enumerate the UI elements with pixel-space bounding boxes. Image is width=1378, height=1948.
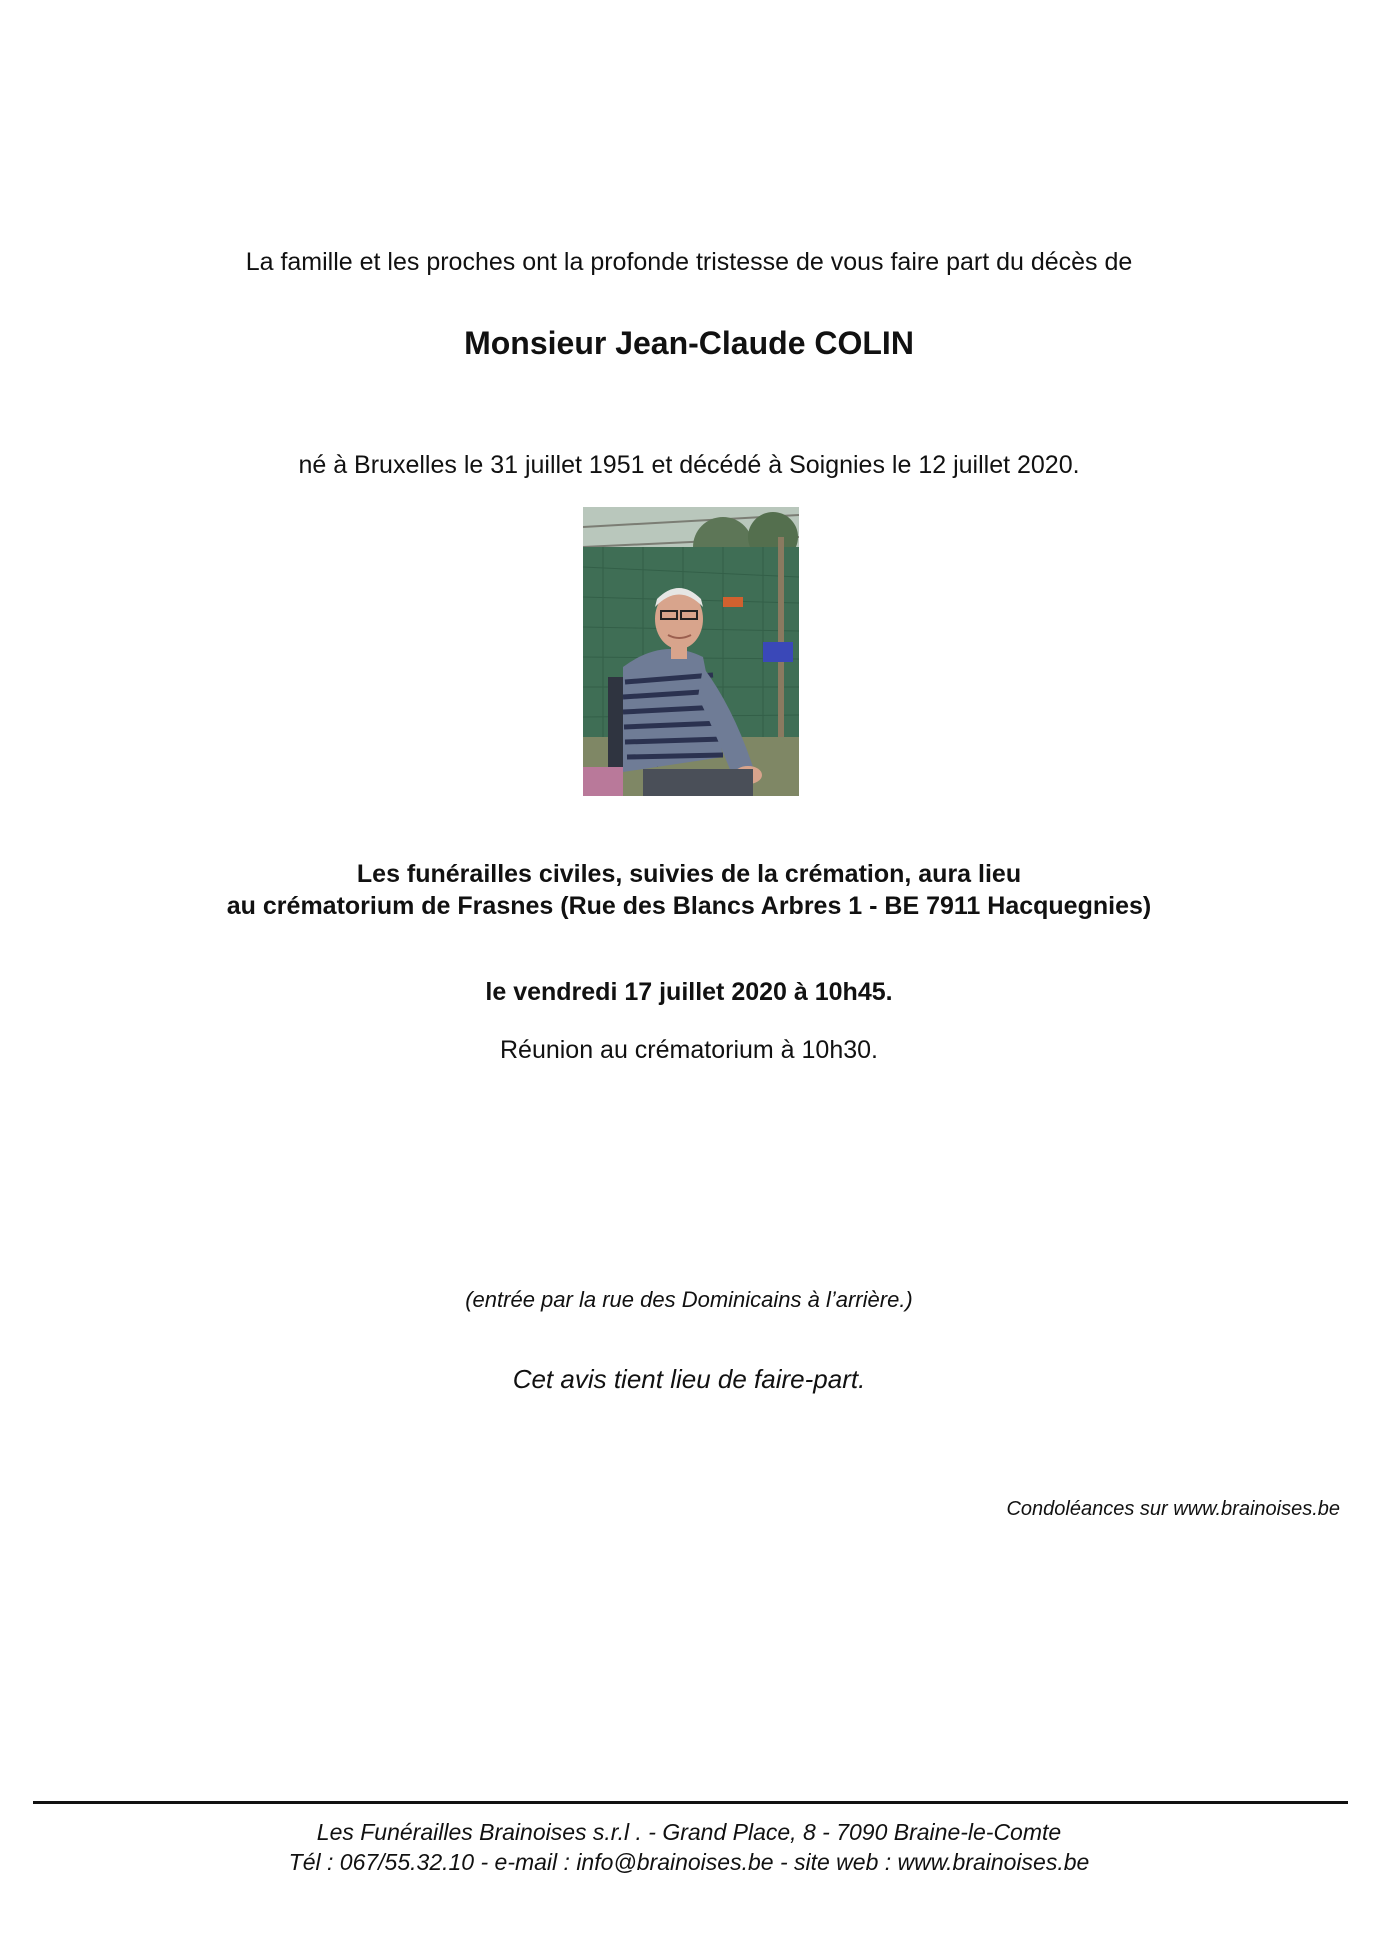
meeting-time: Réunion au crématorium à 10h30. xyxy=(499,1036,878,1064)
footer-divider xyxy=(33,1801,1348,1804)
birth-death-dates: né à Bruxelles le 31 juillet 1951 et décédé à Soignies le 12 juillet 2020. xyxy=(298,451,1080,479)
entry-note: (entrée par la rue des Dominicains à l’arrière.) xyxy=(465,1287,913,1312)
footer-address: Les Funérailles Brainoises s.r.l . - Grand Place, 8 - 7090 Braine-le-Comte xyxy=(316,1819,1062,1845)
deceased-name: Monsieur Jean-Claude COLIN xyxy=(464,325,914,361)
condolences-link[interactable]: Condoléances sur www.brainoises.be xyxy=(1006,1498,1340,1520)
intro-text: La famille et les proches ont la profonde tristesse de vous faire part du décès de xyxy=(245,248,1133,276)
ceremony-date: le vendredi 17 juillet 2020 à 10h45. xyxy=(485,978,893,1006)
ceremony-details xyxy=(0,858,1378,922)
footer-contact: Tél : 067/55.32.10 - e-mail : info@brainoises.be - site web : www.brainoises.be xyxy=(288,1849,1090,1875)
portrait-photo xyxy=(583,507,799,796)
ceremony-line-2: au crématorium de Frasnes (Rue des Blancs Arbres 1 - BE 7911 Hacquegnies) xyxy=(226,892,1152,920)
footer xyxy=(0,1817,1378,1877)
notice-text: Cet avis tient lieu de faire-part. xyxy=(512,1364,866,1394)
ceremony-line-1: Les funérailles civiles, suivies de la crémation, aura lieu xyxy=(356,860,1022,888)
